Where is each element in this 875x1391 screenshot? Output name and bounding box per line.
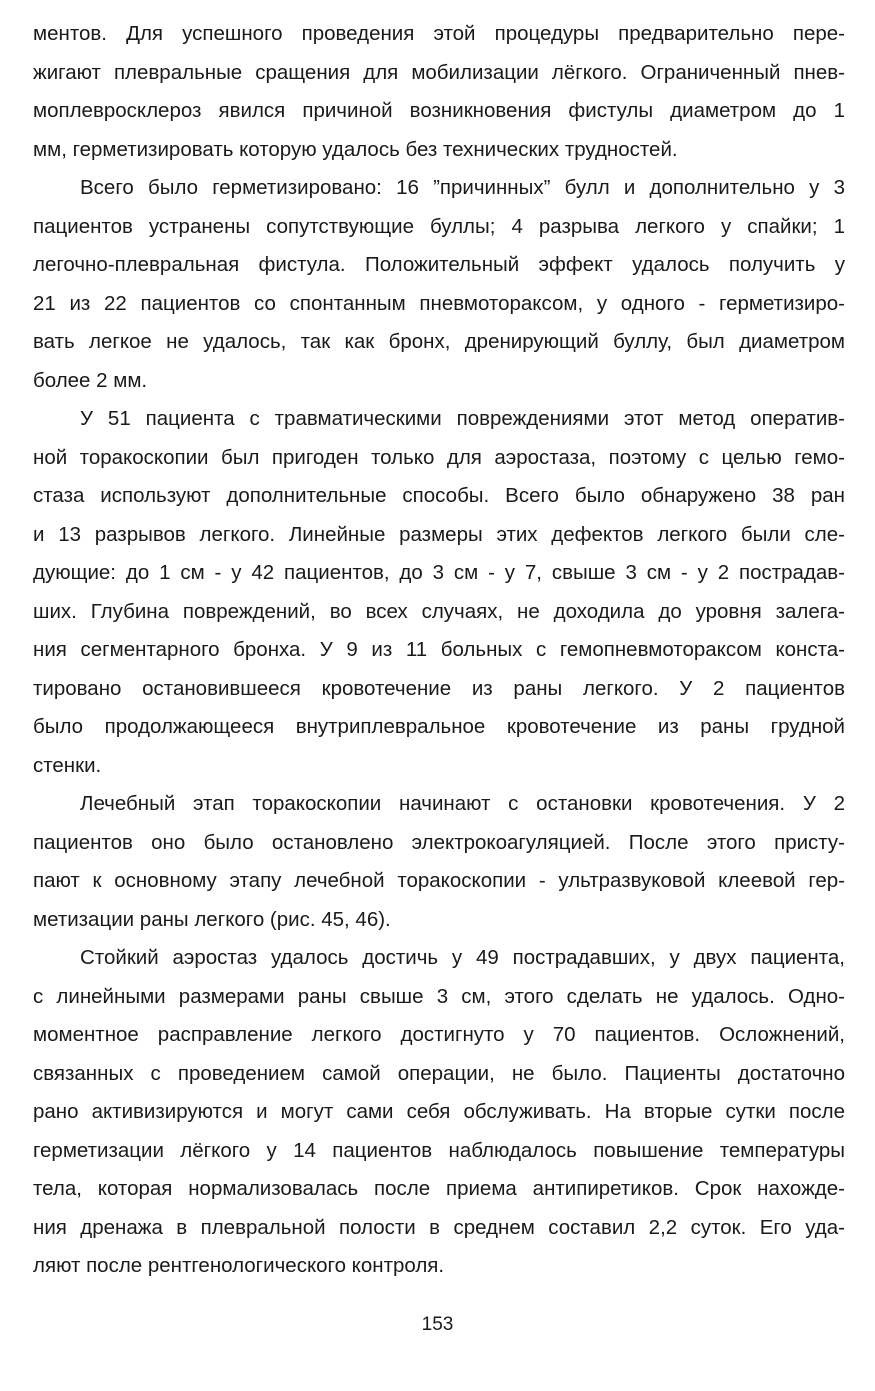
text-line: стаза используют дополнительные способы. Всего было обнаружено 38 ран [33, 484, 845, 507]
text-line: ния дренажа в плевральной полости в среднем составил 2,2 суток. Его уда- [33, 1215, 845, 1239]
text-line: моментное расправление легкого достигнуто у 70 пациентов. Осложнений, [33, 1023, 845, 1046]
text-line: У 51 пациента с травматическими повреждениями этот метод оператив- [80, 407, 845, 430]
text-line: Стойкий аэростаз удалось достичь у 49 пострадавших, у двух пациента, [80, 946, 845, 969]
text-line: герметизации лёгкого у 14 пациентов наблюдалось повышение температуры [33, 1138, 845, 1162]
text-line: пациентов устранены сопутствующие буллы; 4 разрыва легкого у спайки; 1 [33, 214, 845, 238]
text-line: рано активизируются и могут сами себя обслуживать. На вторые сутки после [33, 1100, 845, 1123]
text-line: ной торакоскопии был пригоден только для аэростаза, поэтому с целью гемо- [33, 445, 845, 469]
text-line: Всего было герметизировано: 16 ”причинных” булл и дополнительно у 3 [80, 176, 845, 199]
text-line: ния сегментарного бронха. У 9 из 11 больных с гемопневмотораксом конста- [33, 638, 845, 661]
text-line: метизации раны легкого (рис. 45, 46). [33, 907, 391, 931]
text-line: более 2 мм. [33, 368, 148, 392]
text-line: вать легкое не удалось, так как бронх, дренирующий буллу, был диаметром [33, 330, 845, 353]
text-line: с линейными размерами раны свыше 3 см, этого сделать не удалось. Одно- [33, 984, 845, 1008]
text-line: дующие: до 1 см - у 42 пациентов, до 3 см - у 7, свыше 3 см - у 2 пострадав- [33, 561, 845, 584]
text-line: ментов. Для успешного проведения этой процедуры предварительно пере- [33, 22, 845, 45]
text-line: было продолжающееся внутриплевральное кровотечение из раны грудной [33, 715, 845, 738]
text-line: ших. Глубина повреждений, во всех случаях, не доходила до уровня залега- [33, 599, 845, 623]
text-line: пациентов оно было остановлено электрокоагуляцией. После этого присту- [33, 830, 845, 854]
text-line: ляют после рентгенологического контроля. [33, 1254, 445, 1277]
text-line: мм, герметизировать которую удалось без технических трудностей. [33, 137, 678, 161]
text-line: и 13 разрывов легкого. Линейные размеры этих дефектов легкого были сле- [33, 522, 845, 546]
page-number: 153 [421, 1314, 454, 1335]
text-line: жигают плевральные сращения для мобилизации лёгкого. Ограниченный пнев- [33, 60, 845, 84]
text-line: стенки. [33, 753, 102, 777]
text-line: тировано остановившееся кровотечение из раны легкого. У 2 пациентов [33, 676, 845, 700]
text-line: связанных с проведением самой операции, не было. Пациенты достаточно [33, 1061, 845, 1085]
text-line: тела, которая нормализовалась после приема антипиретиков. Срок нахожде- [33, 1177, 845, 1200]
text-line: 21 из 22 пациентов со спонтанным пневмотораксом, у одного - герметизиро- [33, 291, 845, 315]
text-line: пают к основному этапу лечебной торакоскопии - ультразвуковой клеевой гер- [33, 869, 845, 892]
text-line: легочно-плевральная фистула. Положительный эффект удалось получить у [33, 253, 845, 276]
text-line: моплевросклероз явился причиной возникновения фистулы диаметром до 1 [33, 99, 845, 122]
text-line: Лечебный этап торакоскопии начинают с остановки кровотечения. У 2 [80, 792, 845, 815]
